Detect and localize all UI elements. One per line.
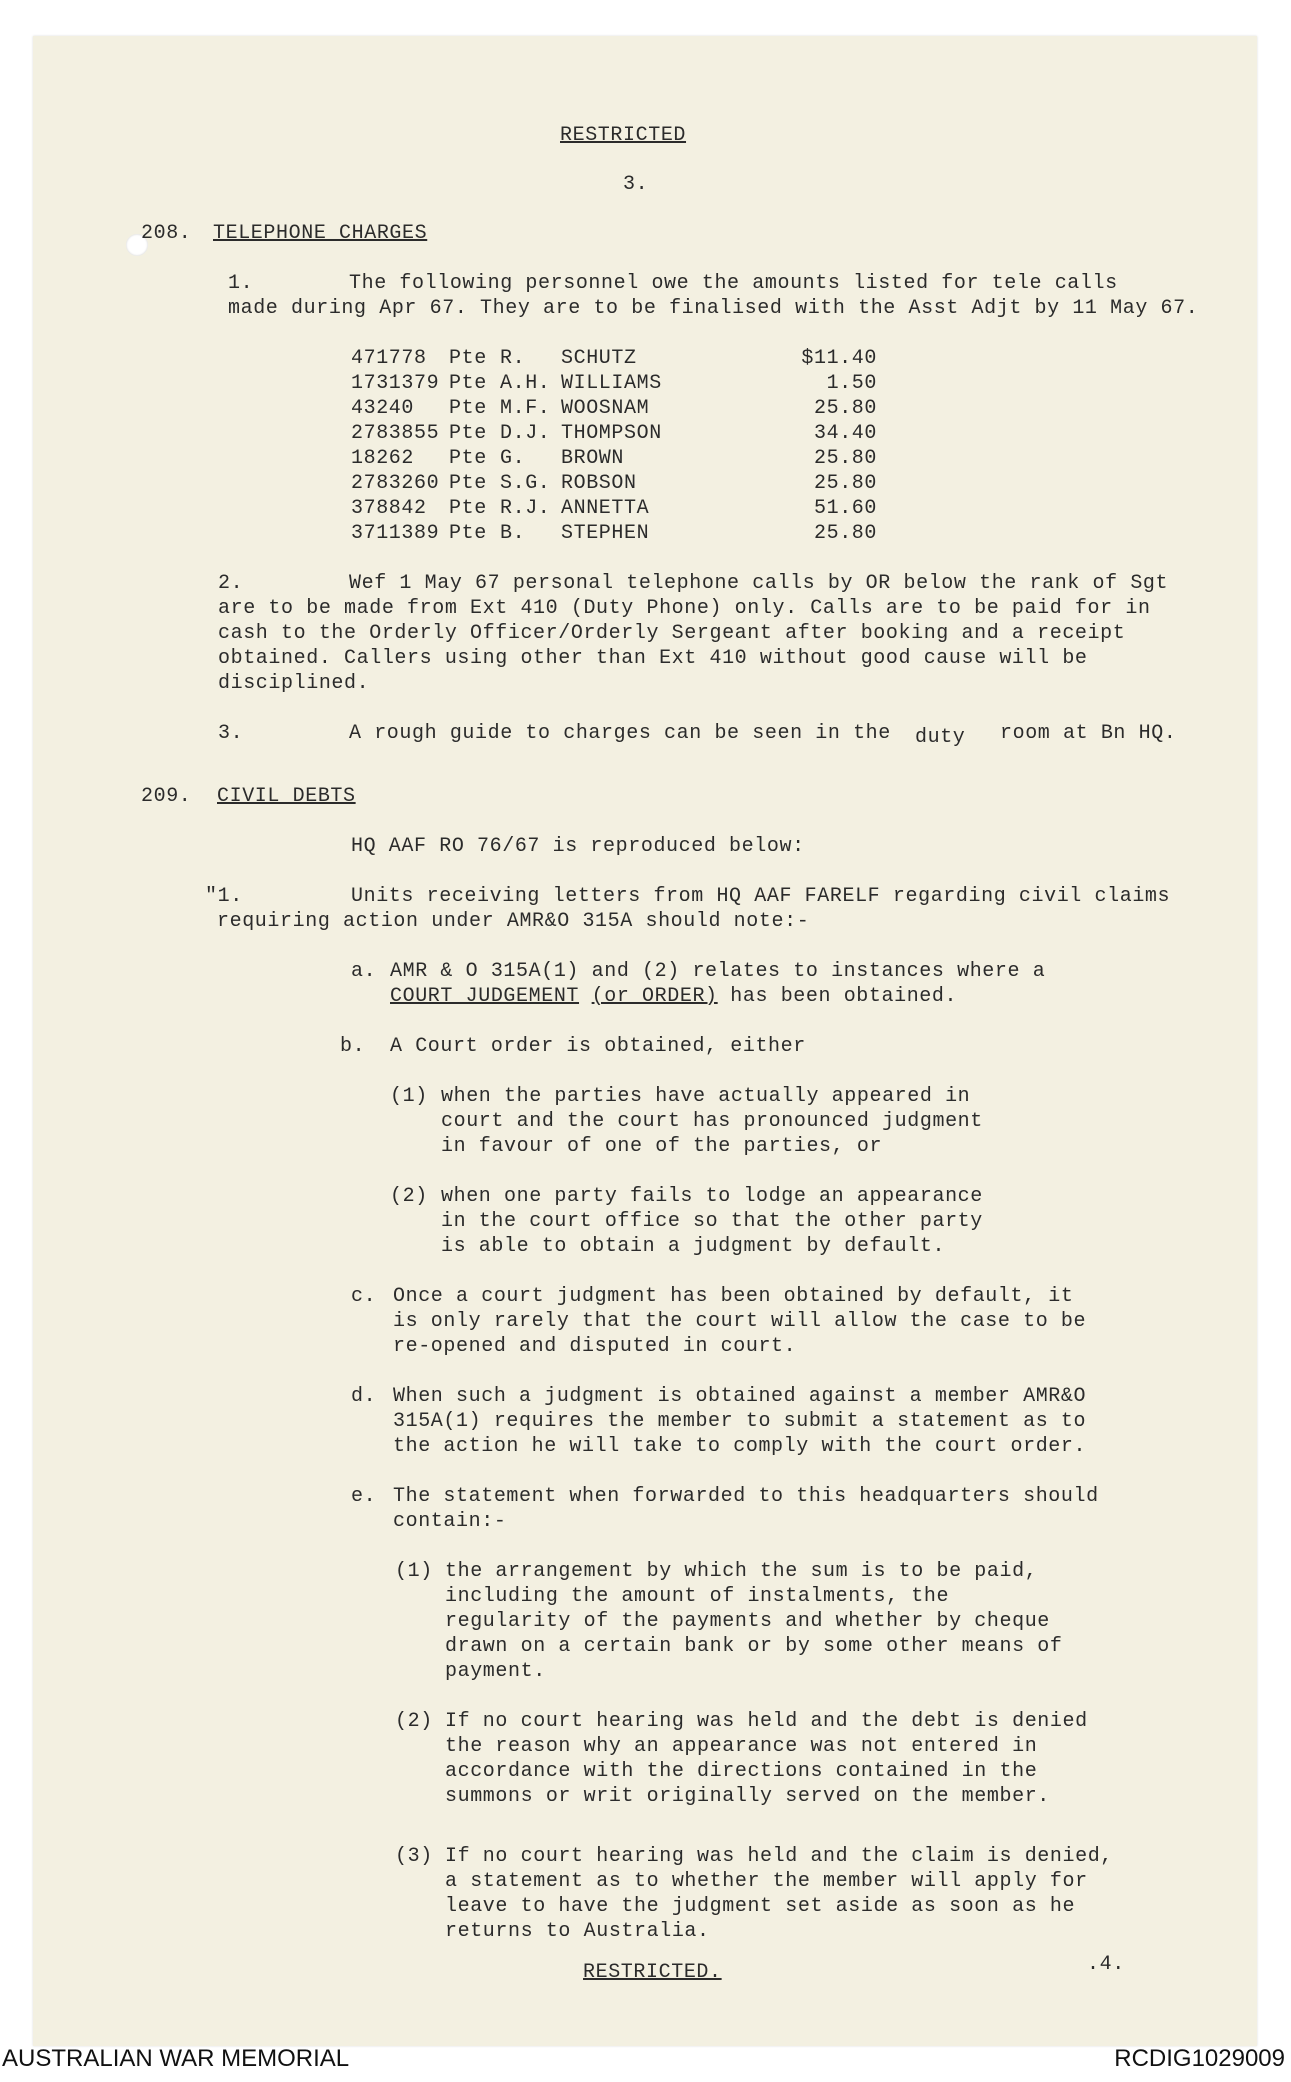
amount: 51.60: [813, 497, 877, 520]
para-text: If no court hearing was held and the debt is denied: [445, 1710, 1088, 1733]
para-text: the action he will take to comply with the court order.: [393, 1435, 1087, 1458]
para-text: disciplined.: [218, 672, 370, 695]
surname: STEPHEN: [561, 522, 650, 545]
amount: $11.40: [801, 347, 877, 370]
initials: R.: [500, 347, 526, 370]
sub-item-label: (1): [395, 1560, 433, 1583]
surname: THOMPSON: [561, 422, 662, 445]
item-label: a.: [351, 960, 377, 983]
service-number: 43240: [351, 397, 415, 420]
section-209-title: CIVIL DEBTS: [217, 785, 356, 808]
amount: 25.80: [813, 522, 877, 545]
para-text: is able to obtain a judgment by default.: [441, 1235, 946, 1258]
para-text: re-opened and disputed in court.: [393, 1335, 797, 1358]
para-text: [390, 985, 957, 1008]
para-text: room at Bn HQ.: [1000, 722, 1177, 745]
para-text: has been obtained.: [730, 985, 958, 1008]
para-number: 3.: [218, 722, 244, 745]
surname: WILLIAMS: [561, 372, 662, 395]
initials: G.: [500, 447, 526, 470]
service-number: 471778: [351, 347, 427, 370]
para-number: 1.: [228, 272, 254, 295]
para-text: Once a court judgment has been obtained by default, it: [393, 1285, 1074, 1308]
surname: SCHUTZ: [561, 347, 637, 370]
item-label: d.: [351, 1385, 377, 1408]
para-text: 315A(1) requires the member to submit a statement as to: [393, 1410, 1087, 1433]
para-text: a statement as to whether the member will apply for: [445, 1870, 1088, 1893]
para-text: when the parties have actually appeared in: [441, 1085, 971, 1108]
amount: 25.80: [813, 472, 877, 495]
para-text: when one party fails to lodge an appearance: [441, 1185, 983, 1208]
para-text: court and the court has pronounced judgment: [441, 1110, 983, 1133]
para-text: The following personnel owe the amounts listed for tele calls: [349, 272, 1118, 295]
document-page: [33, 36, 1257, 2046]
archive-institution: AUSTRALIAN WAR MEMORIAL: [2, 2045, 350, 2072]
sub-item-label: (3): [395, 1845, 433, 1868]
sub-item-label: (2): [395, 1710, 433, 1733]
section-208-title: TELEPHONE CHARGES: [213, 222, 428, 245]
typed-insert: duty: [915, 726, 966, 749]
amount: 1.50: [826, 372, 877, 395]
rank: Pte: [449, 422, 487, 445]
next-page-marker: .4.: [1087, 1953, 1125, 1976]
para-text: Units receiving letters from HQ AAF FARELF regarding civil claims: [351, 885, 1171, 908]
section-208-number: 208.: [141, 222, 192, 245]
initials: M.F.: [500, 397, 551, 420]
para-text: in favour of one of the parties, or: [441, 1135, 883, 1158]
para-text: AMR & O 315A(1) and (2) relates to instances where a: [390, 960, 1046, 983]
para-text: the arrangement by which the sum is to be paid,: [445, 1560, 1038, 1583]
service-number: 3711389: [351, 522, 440, 545]
rank: Pte: [449, 472, 487, 495]
service-number: 2783260: [351, 472, 440, 495]
para-text: returns to Australia.: [445, 1920, 710, 1943]
para-text: HQ AAF RO 76/67 is reproduced below:: [351, 835, 805, 858]
service-number: 18262: [351, 447, 415, 470]
para-text: contain:-: [393, 1510, 507, 1533]
underlined-term: (or ORDER): [591, 985, 718, 1008]
para-text: summons or writ originally served on the member.: [445, 1785, 1050, 1808]
para-text: A Court order is obtained, either: [390, 1035, 806, 1058]
para-text: drawn on a certain bank or by some other means of: [445, 1635, 1063, 1658]
para-text: the reason why an appearance was not entered in: [445, 1735, 1038, 1758]
para-text: made during Apr 67. They are to be finalised with the Asst Adjt by 11 May 67.: [228, 297, 1199, 320]
para-number: 2.: [218, 572, 244, 595]
para-text: is only rarely that the court will allow the case to be: [393, 1310, 1087, 1333]
rank: Pte: [449, 522, 487, 545]
para-text: including the amount of instalments, the: [445, 1585, 950, 1608]
item-label: c.: [351, 1285, 377, 1308]
service-number: 1731379: [351, 372, 440, 395]
para-text: obtained. Callers using other than Ext 410 without good cause will be: [218, 647, 1088, 670]
para-text: If no court hearing was held and the claim is denied,: [445, 1845, 1113, 1868]
para-text: in the court office so that the other party: [441, 1210, 983, 1233]
para-text: are to be made from Ext 410 (Duty Phone) only. Calls are to be paid for in: [218, 597, 1151, 620]
section-209-number: 209.: [141, 785, 192, 808]
service-number: 378842: [351, 497, 427, 520]
surname: BROWN: [561, 447, 625, 470]
surname: ROBSON: [561, 472, 637, 495]
para-text: requiring action under AMR&O 315A should note:-: [217, 910, 810, 933]
classification-footer: RESTRICTED.: [583, 1961, 722, 1984]
page-number: 3.: [623, 173, 649, 196]
sub-item-label: (2): [390, 1185, 428, 1208]
service-number: 2783855: [351, 422, 440, 445]
initials: S.G.: [500, 472, 551, 495]
rank: Pte: [449, 497, 487, 520]
para-text: accordance with the directions contained in the: [445, 1760, 1038, 1783]
classification-header: RESTRICTED: [560, 124, 687, 147]
para-text: leave to have the judgment set aside as soon as he: [445, 1895, 1076, 1918]
rank: Pte: [449, 347, 487, 370]
rank: Pte: [449, 447, 487, 470]
item-label: b.: [340, 1035, 366, 1058]
para-text: The statement when forwarded to this headquarters should: [393, 1485, 1099, 1508]
para-text: cash to the Orderly Officer/Orderly Sergeant after booking and a receipt: [218, 622, 1126, 645]
archive-reference: RCDIG1029009: [1114, 2045, 1285, 2072]
surname: ANNETTA: [561, 497, 650, 520]
para-text: regularity of the payments and whether by cheque: [445, 1610, 1050, 1633]
amount: 25.80: [813, 397, 877, 420]
underlined-term: COURT JUDGEMENT: [390, 985, 580, 1008]
initials: R.J.: [500, 497, 551, 520]
rank: Pte: [449, 397, 487, 420]
item-label: e.: [351, 1485, 377, 1508]
rank: Pte: [449, 372, 487, 395]
initials: D.J.: [500, 422, 551, 445]
para-text: payment.: [445, 1660, 546, 1683]
sub-item-label: (1): [390, 1085, 428, 1108]
amount: 25.80: [813, 447, 877, 470]
initials: A.H.: [500, 372, 551, 395]
para-text: When such a judgment is obtained against a member AMR&O: [393, 1385, 1087, 1408]
initials: B.: [500, 522, 526, 545]
para-text: A rough guide to charges can be seen in the: [349, 722, 891, 745]
para-number: "1.: [205, 885, 243, 908]
amount: 34.40: [813, 422, 877, 445]
para-text: Wef 1 May 67 personal telephone calls by OR below the rank of Sgt: [349, 572, 1169, 595]
surname: WOOSNAM: [561, 397, 650, 420]
